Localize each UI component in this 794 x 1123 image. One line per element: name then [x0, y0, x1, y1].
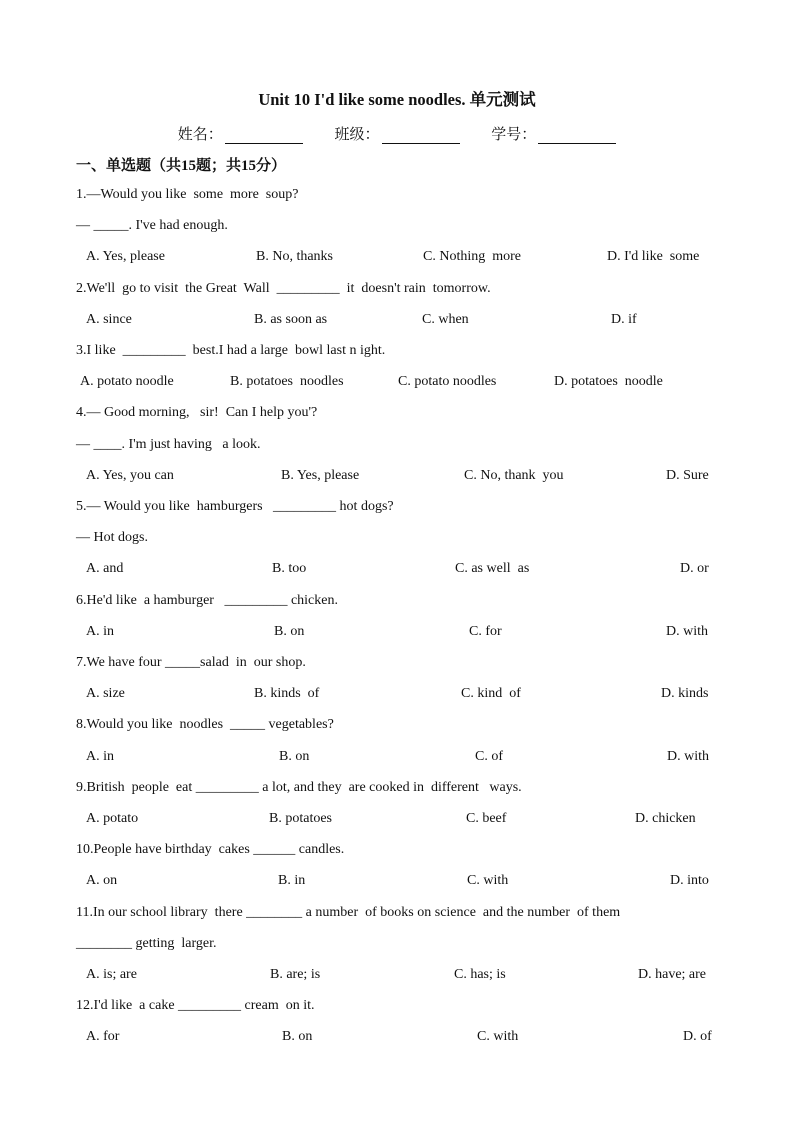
question-8-option-b: B. on — [279, 749, 310, 764]
class-blank[interactable] — [382, 128, 460, 144]
student-info-row — [0, 123, 794, 144]
section-heading: 一、单选题（共15题；共15分） — [76, 158, 287, 174]
page-title: Unit 10 I'd like some noodles. 单元测试 — [258, 90, 536, 109]
question-8-option-a: A. in — [86, 749, 114, 764]
name-blank[interactable] — [225, 128, 303, 144]
number-field — [491, 127, 616, 143]
question-7-option-b: B. kinds of — [254, 686, 320, 701]
question-5-option-a: A. and — [86, 561, 124, 576]
question-2-option-c: C. when — [422, 312, 469, 327]
question-11-option-b: B. are; is — [270, 967, 321, 982]
question-3-option-b: B. potatoes noodles — [230, 374, 344, 389]
question-5-option-d: D. or — [680, 561, 709, 576]
question-6-option-c: C. for — [469, 624, 502, 639]
question-1-option-a: A. Yes, please — [86, 249, 165, 264]
question-3-option-d: D. potatoes noodle — [554, 374, 663, 389]
question-10-text: 10.People have birthday cakes ______ candles. — [76, 842, 345, 857]
question-12-option-c: C. with — [477, 1029, 519, 1044]
question-10-option-c: C. with — [467, 873, 509, 888]
question-12-text: 12.I'd like a cake _________ cream on it. — [76, 998, 315, 1013]
question-9-text: 9.British people eat _________ a lot, and they are cooked in different ways. — [76, 780, 522, 795]
question-1-text-line2: — _____. I've had enough. — [76, 218, 228, 233]
question-6-option-a: A. in — [86, 624, 114, 639]
question-7-option-d: D. kinds — [661, 686, 709, 701]
question-10-option-d: D. into — [670, 873, 709, 888]
question-2-option-a: A. since — [86, 312, 132, 327]
question-9-option-a: A. potato — [86, 811, 139, 826]
question-4-text: 4.— Good morning, sir! Can I help you'? — [76, 405, 318, 420]
question-5-text: 5.— Would you like hamburgers _________ hot dogs? — [76, 499, 394, 514]
question-5-option-b: B. too — [272, 561, 307, 576]
question-12-option-d: D. of — [683, 1029, 712, 1044]
question-4-option-d: D. Sure — [666, 468, 709, 483]
question-8-option-d: D. with — [667, 749, 709, 764]
question-2-option-d: D. if — [611, 312, 637, 327]
question-1-option-c: C. Nothing more — [423, 249, 521, 264]
question-7-option-a: A. size — [86, 686, 125, 701]
question-3-text: 3.I like _________ best.I had a large bowl last n ight. — [76, 343, 386, 358]
question-4-option-b: B. Yes, please — [281, 468, 360, 483]
question-11-option-c: C. has; is — [454, 967, 506, 982]
number-blank[interactable] — [538, 128, 616, 144]
question-8-option-c: C. of — [475, 749, 503, 764]
number-label: 学号： — [491, 127, 537, 143]
question-6-text: 6.He'd like a hamburger _________ chicken. — [76, 593, 338, 608]
question-12-option-a: A. for — [86, 1029, 120, 1044]
question-11-text-line2: ________ getting larger. — [76, 936, 217, 951]
question-2-text: 2.We'll go to visit the Great Wall _________ it doesn't rain tomorrow. — [76, 281, 491, 296]
question-8-text: 8.Would you like noodles _____ vegetables? — [76, 717, 334, 732]
question-10-option-b: B. in — [278, 873, 306, 888]
question-5-option-c: C. as well as — [455, 561, 530, 576]
question-3-option-a: A. potato noodle — [80, 374, 174, 389]
question-4-option-a: A. Yes, you can — [86, 468, 174, 483]
question-4-option-c: C. No, thank you — [464, 468, 564, 483]
name-field — [178, 127, 307, 143]
question-1-option-d: D. I'd like some — [607, 249, 700, 264]
question-11-text: 11.In our school library there ________ a number of books on science and the number of them — [76, 905, 621, 920]
question-9-option-b: B. potatoes — [269, 811, 332, 826]
question-11-option-a: A. is; are — [86, 967, 137, 982]
question-9-option-c: C. beef — [466, 811, 507, 826]
question-7-option-c: C. kind of — [461, 686, 521, 701]
question-6-option-d: D. with — [666, 624, 708, 639]
question-12-option-b: B. on — [282, 1029, 313, 1044]
question-1-option-b: B. No, thanks — [256, 249, 333, 264]
question-6-option-b: B. on — [274, 624, 305, 639]
question-3-option-c: C. potato noodles — [398, 374, 497, 389]
question-7-text: 7.We have four _____salad in our shop. — [76, 655, 306, 670]
question-4-text-line2: — ____. I'm just having a look. — [76, 437, 261, 452]
question-5-text-line2: — Hot dogs. — [76, 530, 148, 545]
question-9-option-d: D. chicken — [635, 811, 696, 826]
class-label: 班级： — [334, 127, 380, 143]
question-2-option-b: B. as soon as — [254, 312, 328, 327]
question-1-text: 1.—Would you like some more soup? — [76, 187, 299, 202]
question-11-option-d: D. have; are — [638, 967, 707, 982]
class-field — [334, 127, 463, 143]
question-10-option-a: A. on — [86, 873, 118, 888]
name-label: 姓名： — [177, 127, 223, 143]
